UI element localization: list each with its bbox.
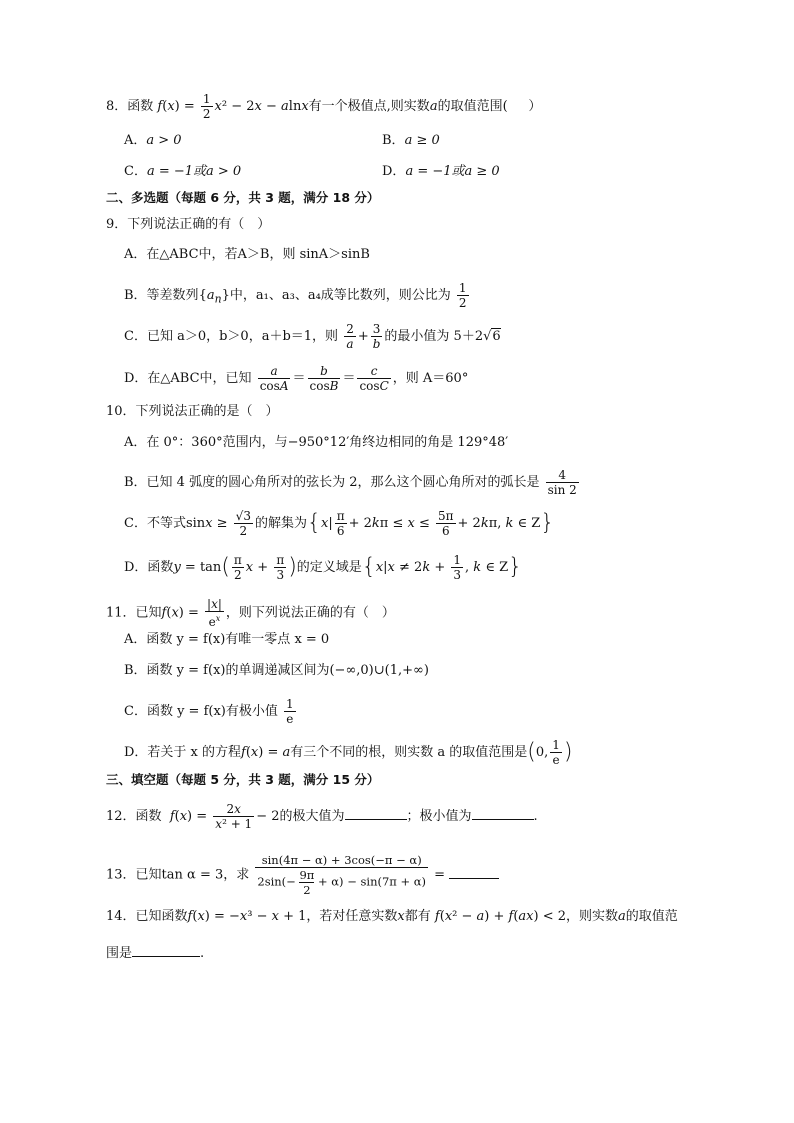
q14-answer-blank[interactable] (132, 942, 200, 957)
q10-option-b[interactable]: B．已知 4 弧度的圆心角所对的弦长为 2，那么这个圆心角所对的弧长是 $\frac{4}{\sin 2}$ (124, 468, 577, 497)
q11-option-c[interactable]: C．函数 y = f(x)有极小值 $\frac{1}{e}$ (124, 697, 294, 726)
question-14-line-1: 14．已知函数f(x) = −x³ − x + 1，若对任意实数x都有 f(x² − a) + f(ax) < 2，则实数a的取值范 (106, 909, 678, 924)
q9-option-c[interactable]: C．已知 a＞0，b＞0，a＋b＝1，则 $\frac{2}{a}$ + $\frac{3}{b}$ 的最小值为 5＋2√6 (124, 322, 501, 351)
section-multiple-choice-title: 二、多选题（每题 6 分，共 3 题，满分 18 分） (106, 190, 380, 205)
q8-option-b[interactable]: B．a ≥ 0 (382, 133, 440, 148)
q9-option-b[interactable]: B．等差数列$\{a_n\}$中，a₁、a₃、a₄成等比数列，则公比为 $\frac{1}{2}$ (124, 281, 467, 310)
q12-answer-blank-min[interactable] (472, 805, 534, 820)
question-14-line-2: 围是 . (106, 942, 204, 964)
q8-option-c[interactable]: C．a = −1或a > 0 (124, 164, 242, 179)
q13-answer-blank[interactable] (449, 864, 499, 879)
q10-option-c[interactable]: C．不等式sinx ≥ $\frac{√3}{2}$ 的解集为{x| $\frac{\pi}{6}$ + 2kπ ≤ x ≤ $\frac{5\pi}{6}$ + 2kπ, k ∈ Z} (124, 509, 555, 538)
question-10-stem: 10．下列说法正确的是（ ） (106, 404, 279, 419)
question-8: 8．函数 f(x) = $\frac{1}{2}$ x² − 2x − alnx有一个极值点,则实数a的取值范围( ） (106, 92, 542, 121)
question-11-stem: 11．已知f(x) = $\frac{|x|}{e^x}$ ，则下列说法正确的有（ ） (106, 597, 395, 629)
q10-option-a[interactable]: A．在 0°：360°范围内，与−950°12′角终边相同的角是 129°48′ (124, 435, 509, 450)
section-fill-in-title: 三、填空题（每题 5 分，共 3 题，满分 15 分） (106, 772, 380, 787)
q12-answer-blank-max[interactable] (345, 805, 407, 820)
q8-option-a[interactable]: A．a > 0 (124, 133, 182, 148)
q11-option-b[interactable]: B．函数 y = f(x)的单调递减区间为(−∞,0)∪(1,+∞) (124, 663, 429, 678)
q11-option-a[interactable]: A．函数 y = f(x)有唯一零点 x = 0 (124, 632, 330, 647)
q11-option-d[interactable]: D．若关于 x 的方程f(x) = a有三个不同的根，则实数 a 的取值范围是(0, $\frac{1}{e}$ ) (124, 738, 573, 767)
question-12: 12．函数 f(x) = $\frac{2x}{\text{x² + 1}}$ − 2的极大值为 ；极小值为 . (106, 802, 538, 831)
question-13: 13．已知tan α = 3，求 sin(4π − α) + 3cos(−π − α) 2sin(− $\frac{9\pi}{2}$ + α) − sin(7π + α) = (106, 853, 499, 897)
q9-option-d[interactable]: D．在△ABC中，已知 $\frac{a}{\cos A}$ ＝ $\frac{b}{\cos B}$ ＝ $\frac{c}{\cos C}$ ，则 A＝60° (124, 364, 469, 393)
question-9-stem: 9．下列说法正确的有（ ） (106, 217, 271, 232)
q9-option-a[interactable]: A．在△ABC中，若A＞B，则 sinA＞sinB (124, 247, 370, 262)
q8-option-d[interactable]: D．a = −1或a ≥ 0 (382, 164, 500, 179)
q10-option-d[interactable]: D．函数y = tan( $\frac{\pi}{2}$ x + $\frac{\pi}{3}$ )的定义域是{x|x ≠ 2k + $\frac{1}{3}$ , k ∈ Z} (124, 553, 523, 582)
